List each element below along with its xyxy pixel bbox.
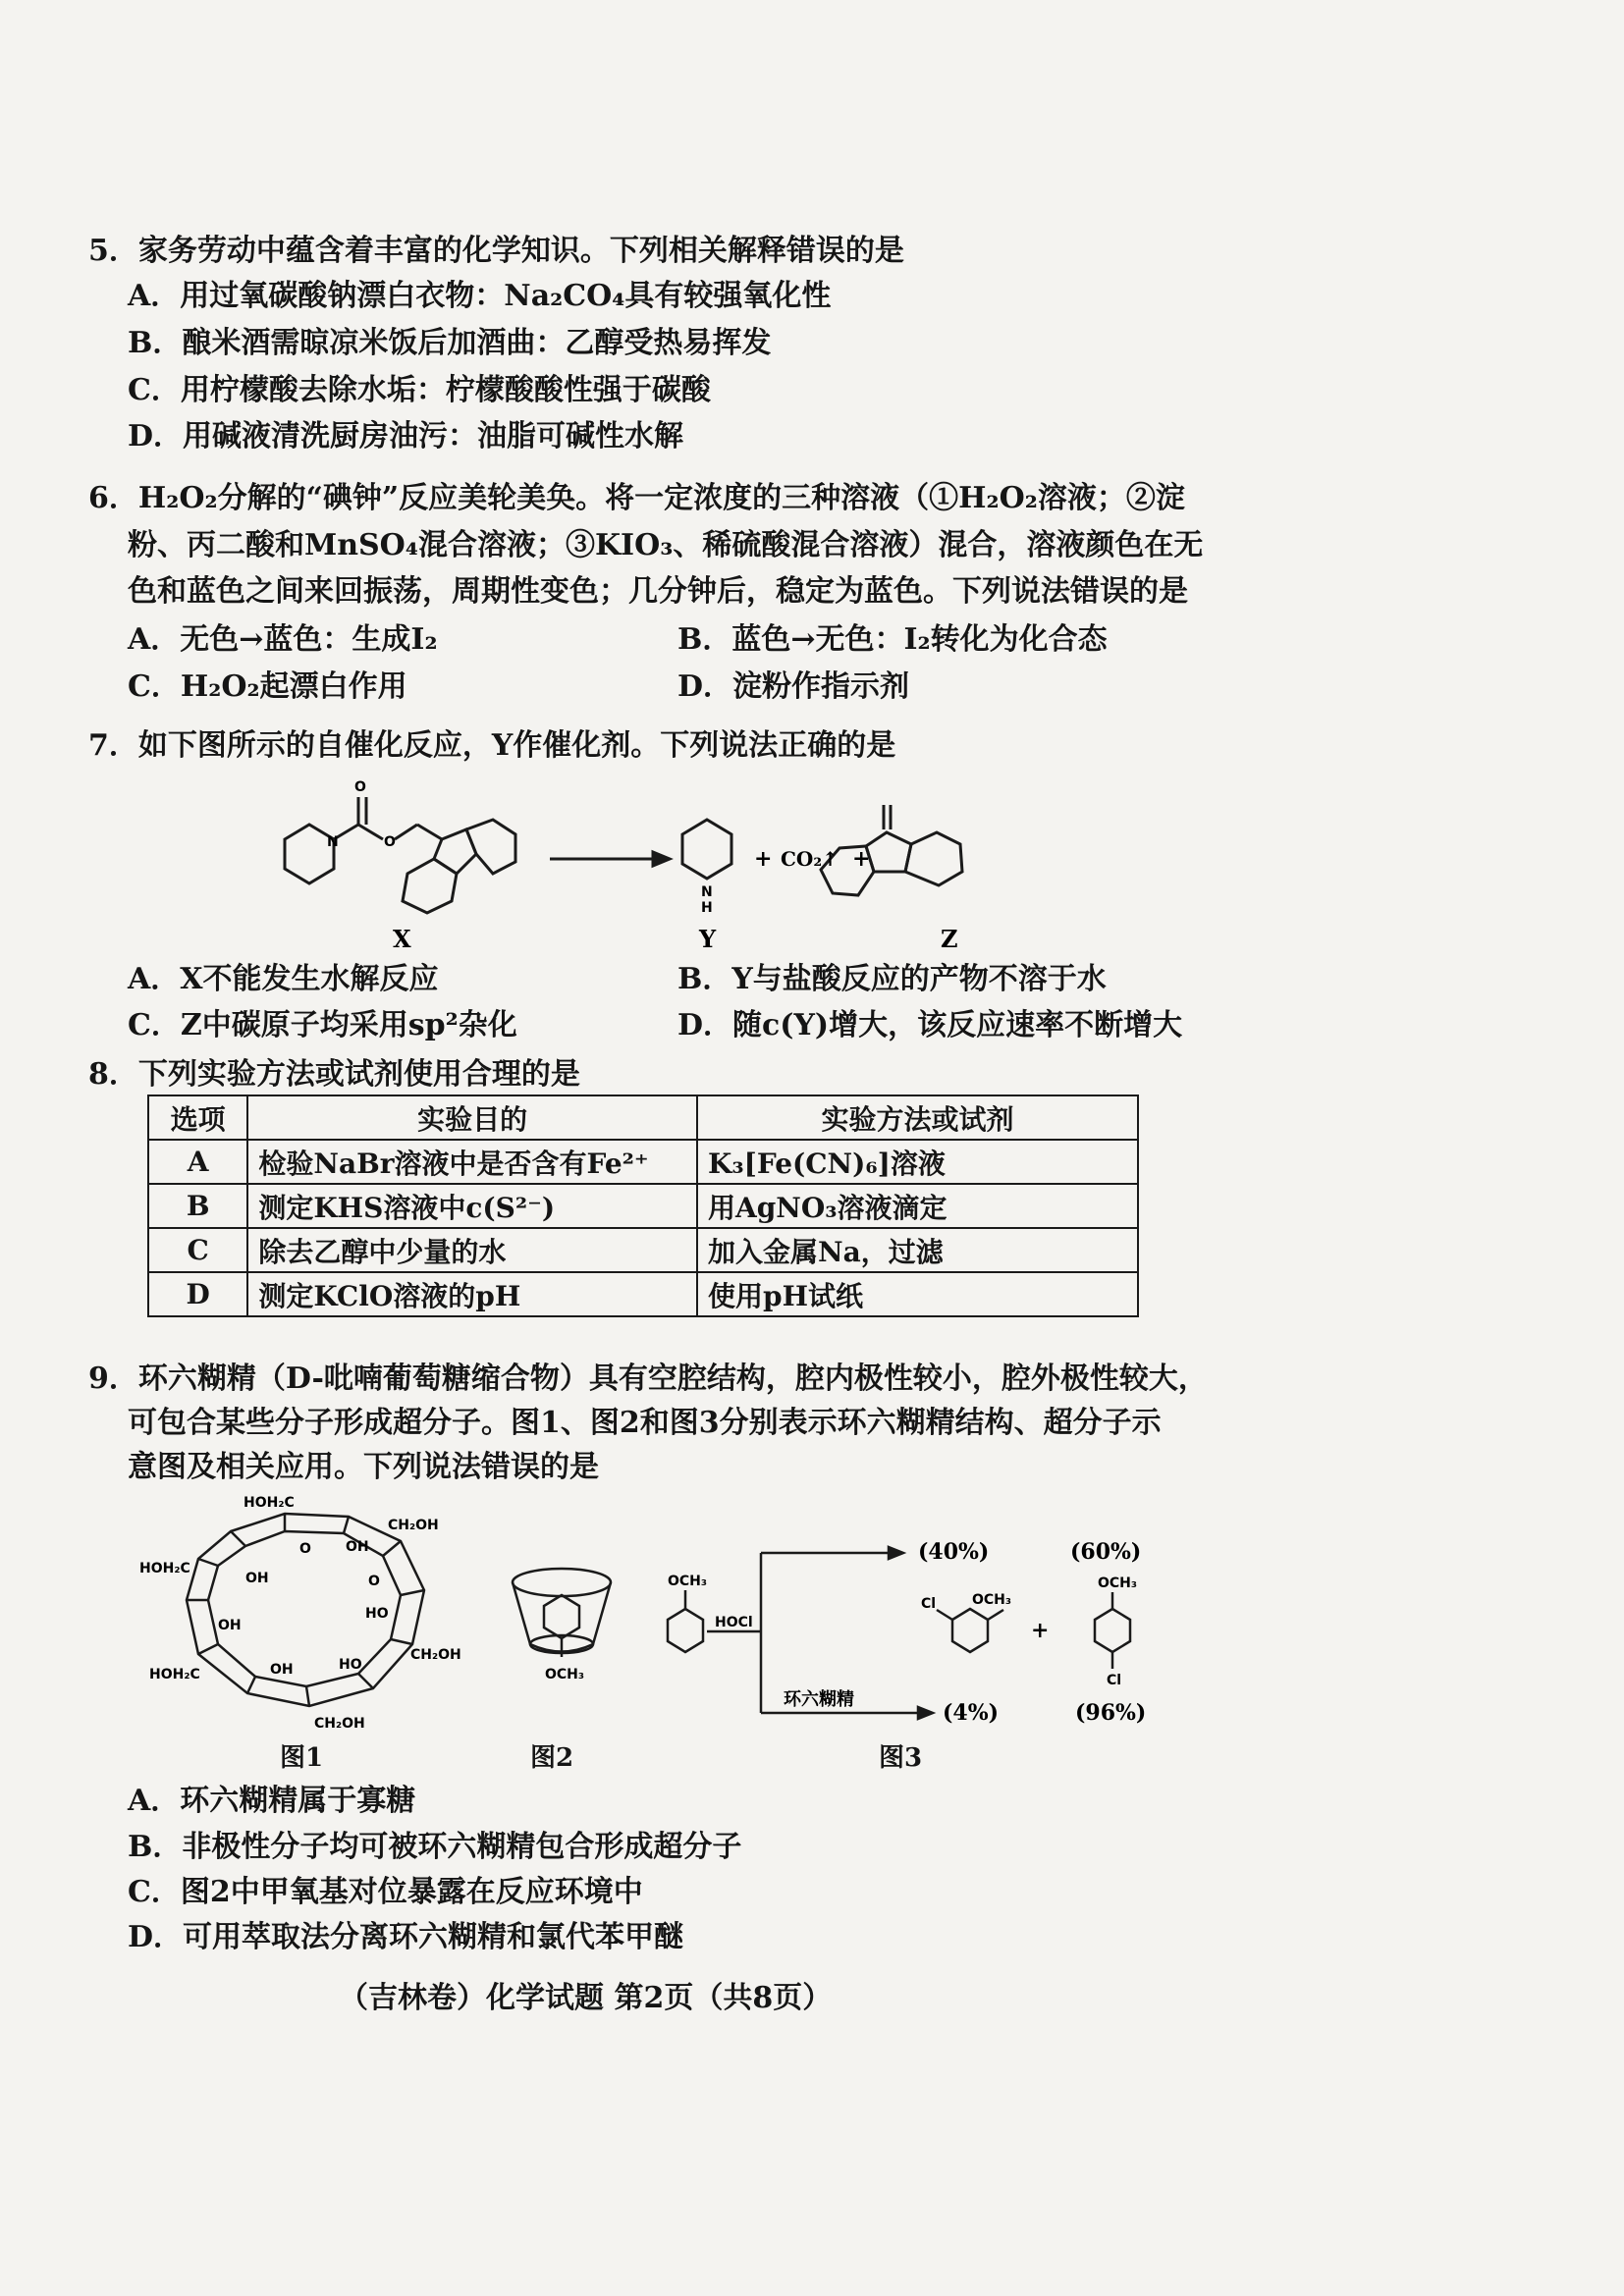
- q9-option-d: D．可用萃取法分离环六糊精和氯代苯甲醚: [128, 1920, 684, 1954]
- upper-arrow-head: [889, 1547, 903, 1559]
- anisole-ring: [668, 1609, 703, 1652]
- figure-3-reaction: [638, 1531, 1188, 1747]
- fig3-para-yield-96: (96%): [1075, 1700, 1147, 1726]
- fig3-catalyst: 环六糊精: [784, 1689, 854, 1710]
- q7-co2: CO₂↑: [781, 847, 839, 871]
- fig3-ortho-yield-40: (40%): [918, 1539, 990, 1565]
- fig3-ortho-cl: Cl: [921, 1596, 937, 1612]
- fig1-oh-1: OH: [245, 1571, 269, 1586]
- q8-cell-key: C: [148, 1228, 247, 1272]
- q7-stem: 7．如下图所示的自催化反应，Y作催化剂。下列说法正确的是: [88, 728, 896, 763]
- fig3-para-yield-60: (60%): [1070, 1539, 1142, 1565]
- figure-2-supramolecule: [501, 1561, 628, 1698]
- fig1-oh-2: OH: [218, 1618, 242, 1633]
- q6-option-d: D．淀粉作指示剂: [677, 669, 910, 704]
- q8-cell-method: 使用pH试纸: [697, 1272, 1138, 1316]
- q7-option-b: B．Y与盐酸反应的产物不溶于水: [677, 962, 1107, 996]
- q7-option-a: A．X不能发生水解反应: [128, 962, 439, 996]
- fig1-hoh2c-left: HOH₂C: [139, 1561, 190, 1576]
- q8-cell-purpose: 测定KClO溶液的pH: [247, 1272, 697, 1316]
- fig3-label: 图3: [879, 1743, 923, 1773]
- figure-1-cyclodextrin: [137, 1492, 491, 1737]
- fig1-oh-3: OH: [270, 1662, 294, 1678]
- q5-option-d: D．用碱液清洗厨房油污：油脂可碱性水解: [128, 419, 684, 454]
- q8-cell-key: D: [148, 1272, 247, 1316]
- page-footer: （吉林卷）化学试题 第2页（共8页）: [339, 1981, 833, 2015]
- fig1-ch2oh-bottom: CH₂OH: [314, 1716, 365, 1732]
- ortho-product-ring: [952, 1609, 988, 1652]
- q6-option-c: C．H₂O₂起漂白作用: [128, 669, 407, 704]
- q8-cell-purpose: 测定KHS溶液中c(S²⁻): [247, 1184, 697, 1228]
- q7-plus-2: +: [852, 846, 871, 872]
- fig3-para-cl: Cl: [1107, 1673, 1122, 1688]
- q8-table-header-row: [148, 1095, 1138, 1140]
- y-piperidine-ring: [682, 820, 731, 879]
- label-x: X: [393, 925, 411, 952]
- q8-cell-key: B: [148, 1184, 247, 1228]
- q8-header-method: 实验方法或试剂: [697, 1095, 1138, 1140]
- label-z: Z: [941, 925, 958, 952]
- q9-option-c: C．图2中甲氧基对位暴露在反应环境中: [128, 1875, 643, 1909]
- fig1-o-2: O: [368, 1574, 380, 1589]
- fig2-och3: OCH₃: [545, 1667, 585, 1682]
- q9-line-1: 9．环六糊精（D-吡喃葡萄糖缩合物）具有空腔结构，腔内极性较小，腔外极性较大，: [88, 1362, 1208, 1396]
- reaction-arrow-head: [653, 852, 670, 866]
- q7-option-d: D．随c(Y)增大，该反应速率不断增大: [677, 1008, 1183, 1042]
- q6-line-2: 粉、丙二酸和MnSO₄混合溶液；③KIO₃、稀硫酸混合溶液）混合，溶液颜色在无: [128, 528, 1204, 562]
- q8-cell-key: A: [148, 1140, 247, 1184]
- q7-plus-1: +: [754, 846, 773, 872]
- fig3-plus: +: [1031, 1618, 1050, 1643]
- z-benzene-right: [905, 832, 962, 885]
- table-row: [148, 1272, 1138, 1316]
- x-benzene-left: [403, 859, 457, 913]
- fig1-o-1: O: [299, 1541, 311, 1557]
- q8-cell-method: K₃[Fe(CN)₆]溶液: [697, 1140, 1138, 1184]
- q5-stem: 5．家务劳动中蕴含着丰富的化学知识。下列相关解释错误的是: [88, 234, 904, 268]
- q5-option-c: C．用柠檬酸去除水垢：柠檬酸酸性强于碳酸: [128, 373, 711, 407]
- fig1-ch2oh-right: CH₂OH: [388, 1518, 439, 1533]
- y-nitrogen-n: N: [701, 884, 713, 900]
- q8-cell-method: 加入金属Na，过滤: [697, 1228, 1138, 1272]
- q7-reaction-scheme: [265, 775, 1051, 952]
- q9-line-2: 可包合某些分子形成超分子。图1、图2和图3分别表示环六糊精结构、超分子示: [128, 1406, 1162, 1440]
- fig1-oh-4: OH: [346, 1539, 369, 1555]
- fig3-para-och3: OCH₃: [1098, 1575, 1138, 1591]
- q6-option-b: B．蓝色→无色：I₂转化为化合态: [677, 622, 1108, 657]
- lower-arrow-head: [918, 1707, 933, 1719]
- x-carbonyl-o: O: [354, 779, 366, 795]
- q9-option-a: A．环六糊精属于寡糖: [128, 1784, 416, 1818]
- fig3-reagent-hocl: HOCl: [715, 1615, 753, 1630]
- fig3-ortho-och3: OCH₃: [972, 1592, 1012, 1608]
- label-y: Y: [699, 925, 717, 952]
- cavity-rim-top: [513, 1569, 611, 1596]
- q8-table: [147, 1095, 1139, 1317]
- table-row: [148, 1228, 1138, 1272]
- para-product-ring: [1095, 1609, 1130, 1652]
- x-ester-o: O: [384, 834, 396, 850]
- x-piperidine-ring: [285, 825, 334, 883]
- q8-stem: 8．下列实验方法或试剂使用合理的是: [88, 1057, 580, 1092]
- table-row: [148, 1184, 1138, 1228]
- q7-option-c: C．Z中碳原子均采用sp²杂化: [128, 1008, 517, 1042]
- q9-line-3: 意图及相关应用。下列说法错误的是: [128, 1450, 599, 1484]
- q8-header-option: 选项: [148, 1095, 247, 1140]
- x-benzene-right: [466, 820, 515, 874]
- fig1-hoh2c-top: HOH₂C: [244, 1495, 295, 1511]
- q6-line-1: 6．H₂O₂分解的“碘钟”反应美轮美奂。将一定浓度的三种溶液（①H₂O₂溶液；②淀: [88, 481, 1185, 515]
- fig1-ho-1: HO: [365, 1606, 389, 1622]
- q8-cell-method: 用AgNO₃溶液滴定: [697, 1184, 1138, 1228]
- fig3-ortho-yield-4: (4%): [943, 1700, 1000, 1726]
- y-hydrogen-h: H: [701, 900, 713, 916]
- fig2-label: 图2: [530, 1743, 574, 1773]
- q8-header-purpose: 实验目的: [247, 1095, 697, 1140]
- q8-cell-purpose: 检验NaBr溶液中是否含有Fe²⁺: [247, 1140, 697, 1184]
- fig1-ch2oh-bottom-right: CH₂OH: [410, 1647, 461, 1663]
- x-nitrogen-n: N: [327, 834, 339, 850]
- table-row: [148, 1140, 1138, 1184]
- q6-option-a: A．无色→蓝色：生成I₂: [128, 622, 438, 657]
- fig1-label: 图1: [280, 1743, 324, 1773]
- q9-option-b: B．非极性分子均可被环六糊精包合形成超分子: [128, 1830, 742, 1864]
- q5-option-b: B．酿米酒需晾凉米饭后加酒曲：乙醇受热易挥发: [128, 326, 772, 360]
- fig3-reactant-och3: OCH₃: [668, 1574, 708, 1589]
- q5-option-a: A．用过氧碳酸钠漂白衣物：Na₂CO₄具有较强氧化性: [128, 279, 832, 313]
- guest-benzene: [544, 1595, 579, 1638]
- q8-cell-purpose: 除去乙醇中少量的水: [247, 1228, 697, 1272]
- fig1-hoh2c-bottom-left: HOH₂C: [149, 1667, 200, 1682]
- fig1-ho-2: HO: [339, 1657, 362, 1673]
- q6-line-3: 色和蓝色之间来回振荡，周期性变色；几分钟后，稳定为蓝色。下列说法错误的是: [128, 574, 1188, 609]
